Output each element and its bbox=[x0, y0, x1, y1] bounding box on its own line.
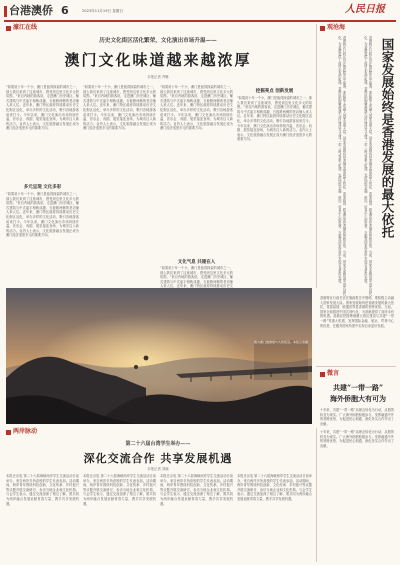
masthead-accent bbox=[4, 6, 7, 17]
cross-strait-body-col-2: 本报北京电 第二十六届海峡两岸学生交流活动日前举办，来自两岸多所高校的学生代表参加。活动期间，两岸青年围绕科技创新、文化传承、乡村振兴等议题开展交流研讨，参访当地企业和文化机构。与会学生表示，通过交流加深了相互了解，愿共同为两岸融合发展贡献青春力量，携手共享发展机遇。 bbox=[83, 474, 156, 506]
weiyan-tag bbox=[320, 370, 339, 378]
issue-date: 2023年11月19日 星期日 bbox=[82, 9, 123, 13]
macau-headline: 澳门文化味道越来越浓厚 bbox=[64, 51, 252, 69]
cross-strait-body-col-3: 本报北京电 第二十六届海峡两岸学生交流活动日前举办，来自两岸多所高校的学生代表参加。活动期间，两岸青年围绕科技创新、文化传承、乡村振兴等议题开展交流研讨，参访当地企业和文化机构。与会学生表示，通过交流加深了相互了解，愿共同为两岸融合发展贡献青春力量，携手共享发展机遇。 bbox=[160, 474, 233, 506]
commentary-body-col-2: 香港特区行政长官在施政报告中强调，要积极主动融入国家发展大局。国家发展始终是香港发展的最大依托，背靠祖国、联通世界是香港的独特优势。当前，国家全面推进中国式现代化，为香港提供了前所未有的机遇。香港应把握粤港澳大湾区建设与共建“一带一路”等重大机遇，发挥国际金融、航运、贸易中心的优势，在服务国家所需中实现自身更好发展。 bbox=[363, 36, 372, 296]
cross-strait-kicker-head: 第二十六届台湾学生 bbox=[125, 441, 171, 447]
page-number: 6 bbox=[61, 4, 69, 17]
macau-tag-label: 濠江在线 bbox=[13, 24, 38, 31]
weiyan-headline: 共建“一带一路” 海外侨胞大有可为 bbox=[330, 383, 386, 403]
cross-strait-tag-label: 两岸脉动 bbox=[13, 428, 38, 435]
macau-photo-caption: 图为澳门旅游塔与大桥夜景。本报记者摄 bbox=[254, 340, 308, 380]
macau-body-col-4: “如果说十年一个小，澳门是值得探索的城市之一，那么我们来到了这座城市，感受到这里文化多元的氛围。”来自内地的游客说，走进澳门历史城区，葡式建筑与中式庙宇相映成趣，石板路两侧的老店铺人来人往。近年来，澳门特区政府持续推动历史文化街区活化，举办多样的文化活动，吸引各地游客前来打卡。今年以来，澳门文化演出市场持续升温，音乐会、戏剧、展览接连登场，为城市注入新的活力。业内人士表示，文化旅游融合发展正成为澳门经济适度多元的重要方向。 bbox=[237, 96, 312, 142]
macau-body-col-3: “如果说十年一个小，澳门是值得探索的城市之一，那么我们来到了这座城市，感受到这里文化多元的氛围。”来自内地的游客说，走进澳门历史城区，葡式建筑与中式庙宇相映成趣，石板路两侧的老店铺人来人往。近年来，澳门特区政府持续推动历史文化街区活化，举办多样的文化活动，吸引各地游客前来打卡。今年以来，澳门文化演出市场持续升温，音乐会、戏剧、展览接连登场，为城市注入新的活力。业内人士表示，文化旅游融合发展正成为澳门经济适度多元的重要方向。 bbox=[160, 85, 233, 131]
macau-body-col-1: “如果说十年一个小，澳门是值得探索的城市之一，那么我们来到了这座城市，感受到这里文化多元的氛围。”来自内地的游客说，走进澳门历史城区，葡式建筑与中式庙宇相映成趣，石板路两侧的老店铺人来人往。近年来，澳门特区政府持续推动历史文化街区活化，举办多样的文化活动，吸引各地游客前来打卡。今年以来，澳门文化演出市场持续升温，音乐会、戏剧、展览接连登场，为城市注入新的活力。业内人士表示，文化旅游融合发展正成为澳门经济适度多元的重要方向。 bbox=[6, 85, 79, 131]
macau-byline: 本报记者 齐琳 bbox=[147, 75, 169, 79]
macau-body-col-2: “如果说十年一个小，澳门是值得探索的城市之一，那么我们来到了这座城市，感受到这里文化多元的氛围。”来自内地的游客说，走进澳门历史城区，葡式建筑与中式庙宇相映成趣，石板路两侧的老店铺人来人往。近年来，澳门特区政府持续推动历史文化街区活化，举办多样的文化活动，吸引各地游客前来打卡。今年以来，澳门文化演出市场持续升温，音乐会、戏剧、展览接连登场，为城市注入新的活力。业内人士表示，文化旅游融合发展正成为澳门经济适度多元的重要方向。 bbox=[83, 85, 156, 131]
macau-section-tag bbox=[6, 24, 37, 32]
macau-body-col-3b: “如果说十年一个小，澳门是值得探索的城市之一，那么我们来到了这座城市，感受到这里文化多元的氛围。”来自内地的游客说，走进澳门历史城区，葡式建筑与中式庙宇相映成趣，石板路两侧的老店铺人来人往。近年来，澳门特区政府持续推动历史文 bbox=[160, 266, 233, 289]
macau-subhead-3: 挖掘亮点 创新发展 bbox=[255, 89, 294, 94]
cross-strait-kicker-tail: 举办—— bbox=[170, 441, 191, 447]
section-marker-icon bbox=[320, 26, 325, 31]
lower-column-divider bbox=[316, 428, 317, 562]
macau-subhead-1: 多元呈现 文化多彩 bbox=[23, 185, 62, 190]
masthead bbox=[0, 0, 400, 22]
section-marker-icon bbox=[320, 372, 325, 377]
cross-strait-headline: 深化交流合作 共享发展机遇 bbox=[83, 452, 233, 465]
macau-kicker: 历史文化街区活化繁荣，文化演出市场升温—— bbox=[99, 38, 217, 44]
column-divider bbox=[316, 24, 317, 288]
weiyan-body: 十年来，共建“一带一路”从理念转化为行动，从愿景转变为现实。广大海外侨胞积极参与，发挥融通中外的独特优势，为促进民心相通、深化务实合作作出了贡献。 bbox=[320, 408, 394, 426]
commentary-body-col-3: 香港特区行政长官在施政报告中强调，要积极主动融入国家发展大局。国家发展始终是香港发展的最大依托，背靠祖国、联通世界是香港的独特优势。当前，国家全面推进中国式现代化，为香港提供了前所未有的机遇。香港应把握粤港澳大湾区建设与共建“一带一路”等重大机遇，发挥国际金融、航运、贸易中心的优势，在服务国家所需中实现自身更好发展。 bbox=[320, 296, 394, 328]
cross-strait-tag bbox=[6, 428, 37, 436]
weiyan-body-continued: 十年来，共建“一带一路”从理念转化为行动，从愿景转变为现实。广大海外侨胞积极参与，发挥融通中外的独特优势，为促进民心相通、深化务实合作作出了贡献。 bbox=[320, 430, 394, 448]
section-marker-icon bbox=[6, 26, 11, 31]
macau-subhead-2: 文化气息 共建在人 bbox=[177, 260, 216, 265]
cross-strait-body-col-4: 本报北京电 第二十六届海峡两岸学生交流活动日前举办，来自两岸多所高校的学生代表参加。活动期间，两岸青年围绕科技创新、文化传承、乡村振兴等议题开展交流研讨，参访当地企业和文化机构。与会学生表示，通过交流加深了相互了解，愿共同为两岸融合发展贡献青春力量，携手共享发展机遇。 bbox=[237, 474, 312, 501]
cross-strait-kicker bbox=[0, 440, 316, 447]
commentary-tag bbox=[320, 24, 345, 32]
macau-body-col-1b: “如果说十年一个小，澳门是值得探索的城市之一，那么我们来到了这座城市，感受到这里文化多元的氛围。”来自内地的游客说，走进澳门历史城区，葡式建筑与中式庙宇相映成趣，石板路两侧的老店铺人来人往。近年来，澳门特区政府持续推动历史文化街区活化，举办多样的文化活动，吸引各地游客前来打卡。今年以来，澳门文化演出市场持续升温，音乐会、戏剧、展览接连登场，为城市注入新的活力。业内人士表示，文化旅游融合发展正成为澳门经济适度多元的重要方向。 bbox=[6, 192, 79, 238]
weiyan-tag-label: 微言 bbox=[327, 370, 340, 377]
commentary-headline: 国家发展始终是香港发展的最大依托 bbox=[380, 38, 395, 238]
weiyan-divider bbox=[316, 366, 396, 367]
section-name: 台港澳侨 bbox=[9, 4, 53, 17]
newspaper-logo: 人民日报 bbox=[345, 4, 385, 15]
masthead-rule bbox=[4, 20, 396, 22]
section-marker-icon bbox=[6, 430, 11, 435]
commentary-tag-label: 观沧海 bbox=[327, 24, 346, 31]
commentary-body-col-1: 香港特区行政长官在施政报告中强调，要积极主动融入国家发展大局。国家发展始终是香港发展的最大依托，背靠祖国、联通世界是香港的独特优势。当前，国家全面推进中国式现代化，为香港提供了前所未有的机遇。香港应把握粤港澳大湾区建设与共建“一带一路”等重大机遇，发挥国际金融、航运、贸易中心的优势，在服务国家所需中实现自身更好发展。 bbox=[337, 36, 346, 296]
cross-strait-body-col-1: 本报北京电 第二十六届海峡两岸学生交流活动日前举办，来自两岸多所高校的学生代表参加。活动期间，两岸青年围绕科技创新、文化传承、乡村振兴等议题开展交流研讨，参访当地企业和文化机构。与会学生表示，通过交流加深了相互了解，愿共同为两岸融合发展贡献青春力量，携手共享发展机遇。 bbox=[6, 474, 79, 506]
cross-strait-byline: 本报记者 刘晓 bbox=[147, 467, 169, 471]
macau-photo bbox=[6, 288, 312, 424]
